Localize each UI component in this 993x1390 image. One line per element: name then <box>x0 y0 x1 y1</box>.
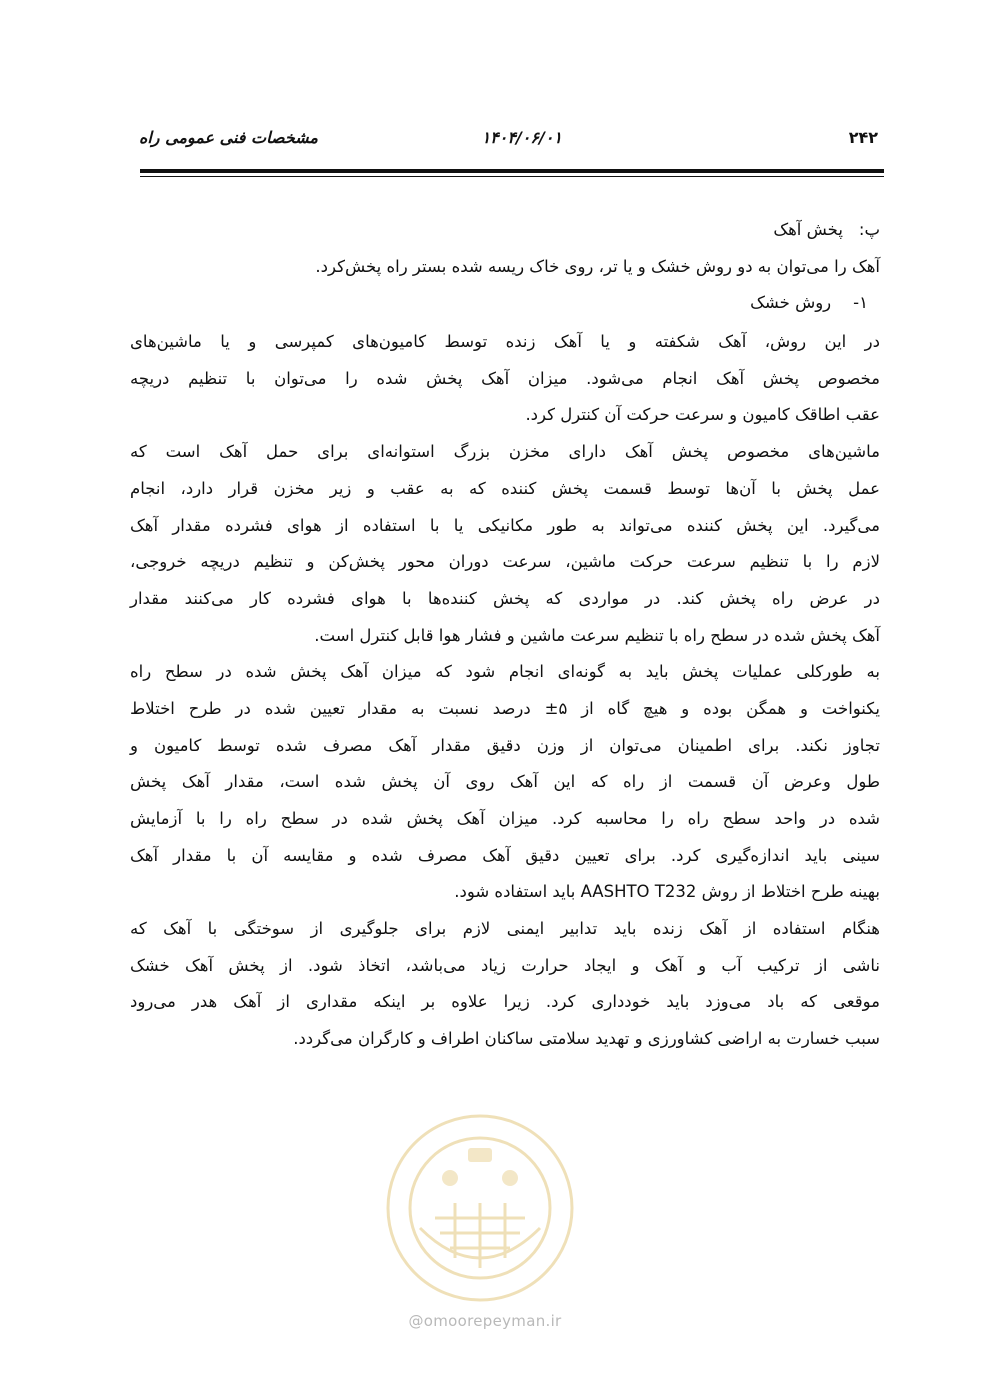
paragraph-line: سبب خسارت به اراضی کشاورزی و تهدید سلامتی ساکنان اطراف و کارگران می‌گردد. <box>293 1029 880 1049</box>
subsection-title: روش خشک <box>750 293 832 313</box>
paragraph-line: عقب اطاقک کامیون و سرعت حرکت آن کنترل کرد. <box>525 405 880 425</box>
paragraph-line: لازم را با تنظیم سرعت حرکت ماشین، سرعت دوران محور پخش‌کن و تنظیم دریچه خروجی، <box>130 552 880 572</box>
section-marker: پ: <box>858 220 880 239</box>
paragraph-line: می‌گیرد. این پخش کننده می‌تواند به طور مکانیکی یا با استفاده از هوای فشرده مقدار آهک <box>130 515 880 535</box>
section-intro <box>130 249 880 286</box>
paragraph-line: در عرض راه پخش کند. در مواردی که پخش کننده‌ها با هوای فشرده کار می‌کنند مقدار <box>130 588 880 608</box>
subsection-heading <box>130 285 880 322</box>
header-rule-thin <box>140 176 884 177</box>
intro-text: آهک را می‌توان به دو روش خشک و یا تر، روی خاک ریسه شده بستر راه پخش‌کرد. <box>315 256 880 276</box>
paragraph-1 <box>130 324 880 434</box>
watermark-caption: @omoorepeyman.ir <box>408 1312 562 1330</box>
paragraph-4 <box>130 911 880 1058</box>
subsection-marker: ۱- <box>853 293 868 313</box>
paragraph-line: ماشین‌های مخصوص پخش آهک دارای مخزن بزرگ استوانه‌ای برای حمل آهک است که <box>130 442 880 462</box>
paragraph-line: تجاوز نکند. برای اطمینان می‌توان از وزن دقیق مقدار آهک مصرف شده توسط کامیون و <box>130 735 880 755</box>
paragraph-line: یکنواخت و همگن بوده و هیچ گاه از ۵± درصد نسبت به مقدار تعیین شده در طرح اختلاط <box>130 698 880 718</box>
header-title: مشخصات فنی عمومی راه <box>138 128 318 147</box>
paragraph-line: موقعی که باد می‌وزد باید خودداری کرد. زیرا علاوه بر اینکه مقداری از آهک هدر می‌رود <box>130 992 880 1012</box>
paragraph-line: بهینه طرح اختلاط از روش AASHTO T232 باید استفاده شود. <box>454 882 880 902</box>
paragraph-line: سینی باید اندازه‌گیری کرد. برای تعیین دقیق آهک مصرف شده و مقایسه آن با مقدار آهک <box>130 845 880 865</box>
page-number: ۲۴۲ <box>848 128 878 147</box>
page-header <box>140 128 878 162</box>
paragraph-line: مخصوص پخش آهک انجام می‌شود. میزان آهک پخش شده را می‌توان با تنظیم دریچه <box>130 368 880 388</box>
paragraph-line: هنگام استفاده از آهک زنده باید تدابیر ایمنی لازم برای جلوگیری از سوختگی با آهک که <box>130 919 880 939</box>
section-title: پخش آهک <box>773 220 843 239</box>
header-date: ۱۴۰۴/۰۶/۰۱ <box>481 128 562 147</box>
header-rule-thick <box>140 169 884 173</box>
paragraph-line: ناشی از ترکیب آب و آهک و ایجاد حرارت زیاد می‌باشد، اتخاذ شود. از پخش آهک خشک <box>130 955 880 975</box>
watermark-logo-icon <box>380 1108 580 1308</box>
paragraph-line: در این روش، آهک شکفته و یا آهک زنده توسط کامیون‌های کمپرسی و یا ماشین‌های <box>130 332 880 352</box>
section-heading <box>130 212 880 249</box>
paragraph-line: به طورکلی عملیات پخش باید به گونه‌ای انجام شود که میزان آهک پخش شده در سطح راه <box>130 662 880 682</box>
paragraph-line: طول وعرض آن قسمت از راه که این آهک روی آن پخش شده است، مقدار آهک پخش <box>130 772 880 792</box>
paragraph-line: آهک پخش شده در سطح راه با تنظیم سرعت ماشین و فشار هوا قابل کنترل است. <box>314 625 880 645</box>
paragraph-line: عمل پخش با آن‌ها توسط قسمت پخش کننده که به عقب و زیر مخزن قرار دارد، انجام <box>130 478 880 498</box>
paragraph-3 <box>130 654 880 911</box>
page-content <box>130 212 880 1058</box>
paragraph-2 <box>130 434 880 654</box>
paragraph-line: شده در واحد سطح راه را محاسبه کرد. میزان آهک پخش شده در سطح راه را با آزمایش <box>130 809 880 828</box>
